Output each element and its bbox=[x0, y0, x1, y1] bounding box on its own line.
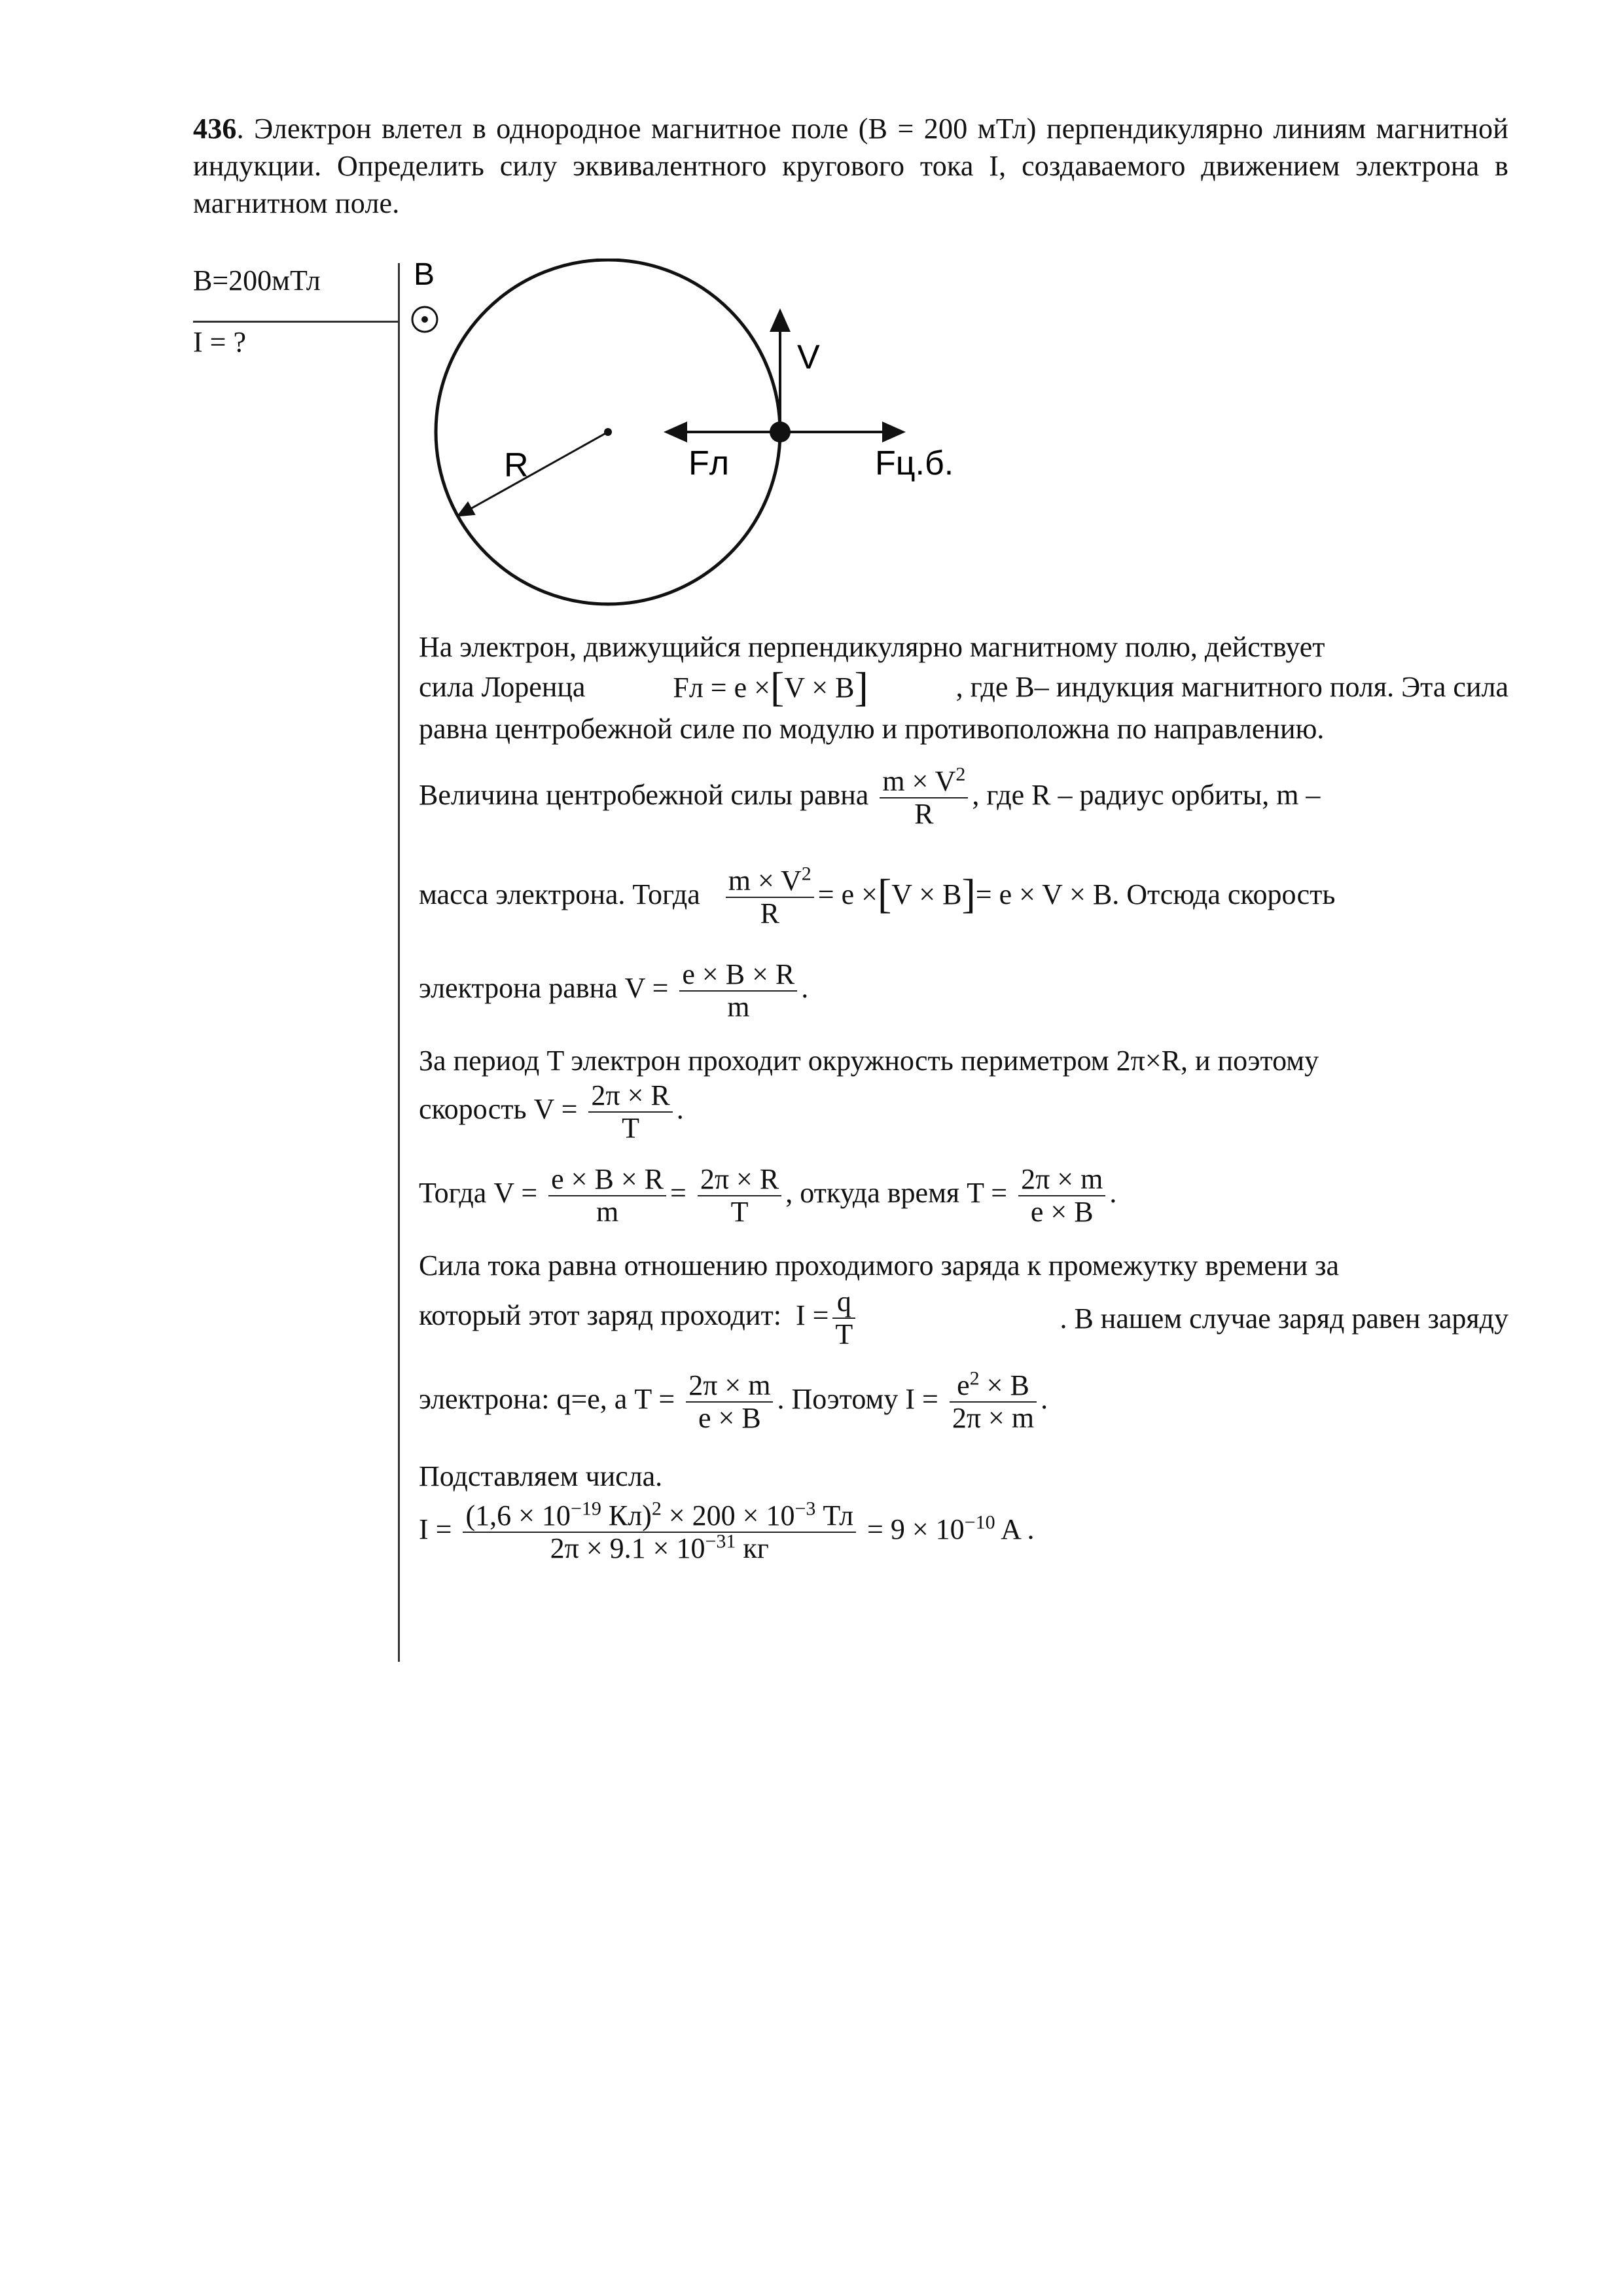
exp: 2 bbox=[801, 863, 812, 885]
text: I = bbox=[905, 1383, 938, 1416]
den: R bbox=[760, 897, 779, 929]
num: 2π × R bbox=[698, 1164, 781, 1196]
text: Подставляем числа. bbox=[419, 1460, 663, 1492]
period-velocity-fraction-2 bbox=[698, 1164, 781, 1228]
current-fraction bbox=[832, 1286, 855, 1350]
num: e × B × R bbox=[679, 959, 797, 992]
den: R bbox=[914, 798, 934, 830]
centrifugal-fraction bbox=[880, 763, 968, 830]
text: V = bbox=[533, 1093, 578, 1126]
num: × 200 × 10 bbox=[661, 1499, 795, 1532]
centrifugal-force-label: Fц.б. bbox=[875, 444, 954, 482]
text: масса электрона. Тогда bbox=[419, 878, 700, 911]
text: Величина центробежной силы равна bbox=[419, 779, 869, 812]
text: скорость bbox=[419, 1093, 527, 1126]
text: = e × bbox=[817, 878, 878, 911]
period-fraction-2 bbox=[686, 1370, 773, 1434]
text: . bbox=[1109, 1177, 1117, 1210]
lorentz-force-label: Fл bbox=[688, 444, 730, 482]
den: кг bbox=[736, 1532, 769, 1564]
text: . Отсюда скорость bbox=[1112, 878, 1336, 911]
solution-line-5 bbox=[419, 865, 1508, 929]
den: e × B bbox=[698, 1402, 761, 1434]
den: 2π × 9.1 × 10 bbox=[550, 1532, 705, 1564]
text: A . bbox=[995, 1513, 1035, 1546]
centrifugal-fraction-2 bbox=[726, 865, 814, 929]
text: V × B bbox=[784, 672, 855, 704]
text: . В нашем случае заряд равен заряду bbox=[1060, 1302, 1508, 1335]
current-result-fraction bbox=[950, 1367, 1037, 1434]
final-calculation bbox=[419, 1500, 1508, 1564]
given-divider bbox=[193, 321, 398, 323]
given-b-value: B=200мТл bbox=[193, 264, 321, 296]
den: T bbox=[835, 1318, 853, 1350]
bracket: ] bbox=[961, 870, 976, 918]
solution-line-13 bbox=[419, 1458, 1508, 1495]
text: T = bbox=[967, 1177, 1008, 1210]
text: . Поэтому bbox=[777, 1383, 899, 1416]
num: q bbox=[832, 1286, 855, 1319]
text-group bbox=[419, 1286, 859, 1350]
solution-divider bbox=[398, 263, 400, 1662]
radius-arrow bbox=[458, 432, 608, 516]
solution-line-6 bbox=[419, 959, 1508, 1023]
den: m bbox=[727, 991, 750, 1023]
solution-line-10 bbox=[419, 1247, 1508, 1284]
text: V × B bbox=[891, 878, 962, 911]
bracket: [ bbox=[877, 870, 892, 918]
den: m bbox=[596, 1196, 619, 1228]
velocity-label: V bbox=[797, 338, 820, 376]
electron-dot bbox=[770, 422, 791, 442]
text: . bbox=[676, 1093, 684, 1126]
text: который этот заряд проходит: bbox=[419, 1299, 781, 1332]
num: 2π × m bbox=[1018, 1164, 1105, 1196]
exp: 2 bbox=[955, 763, 966, 785]
solution-line-4 bbox=[419, 763, 1508, 830]
text: , где R – радиус орбиты, m – bbox=[972, 779, 1321, 812]
text: , откуда время bbox=[785, 1177, 960, 1210]
den: 2π × m bbox=[952, 1402, 1035, 1434]
text: = e × V × B bbox=[975, 878, 1113, 911]
velocity-fraction-2 bbox=[548, 1164, 666, 1228]
exp: 2 bbox=[969, 1367, 980, 1390]
text: V = bbox=[493, 1177, 538, 1210]
text: I = bbox=[419, 1513, 452, 1546]
num: × B bbox=[979, 1369, 1029, 1401]
text: T = bbox=[634, 1383, 675, 1416]
text: Сила тока равна отношению проходимого заряда к промежутку времени за bbox=[419, 1249, 1340, 1282]
find-current: I = ? bbox=[193, 326, 246, 358]
problem-statement bbox=[193, 110, 1508, 222]
text: = bbox=[670, 1177, 687, 1210]
problem-number: 436 bbox=[193, 113, 237, 145]
exp: −19 bbox=[570, 1498, 601, 1520]
solution-line-7 bbox=[419, 1042, 1508, 1079]
field-out-of-page-icon bbox=[412, 307, 437, 332]
text: . bbox=[801, 972, 809, 1005]
solution-line-9 bbox=[419, 1164, 1508, 1228]
text: равна центробежной силе по модулю и противоположна по направлению. bbox=[419, 713, 1325, 745]
num: m × V bbox=[728, 865, 802, 897]
exp: −10 bbox=[964, 1511, 995, 1534]
solution-line-2 bbox=[419, 666, 1508, 709]
text: сила Лоренца bbox=[419, 671, 586, 703]
text: электрона равна bbox=[419, 972, 618, 1005]
text: I = bbox=[795, 1299, 829, 1332]
text: электрона: q=e, а bbox=[419, 1383, 628, 1416]
num: Кл) bbox=[601, 1499, 652, 1532]
text: , где B– индукция магнитного поля. Эта сила bbox=[955, 671, 1508, 703]
solution-line-1 bbox=[419, 628, 1508, 666]
lorentz-formula bbox=[673, 666, 868, 709]
den: T bbox=[730, 1196, 749, 1228]
bracket: ] bbox=[854, 664, 868, 710]
text: За период T электрон проходит окружность периметром 2π×R, и поэтому bbox=[419, 1045, 1319, 1077]
radius-label: R bbox=[504, 446, 529, 484]
den: T bbox=[622, 1112, 640, 1144]
solution-line-11 bbox=[419, 1286, 1508, 1350]
electron-orbit-figure bbox=[406, 259, 995, 625]
num: 2π × m bbox=[686, 1370, 773, 1403]
num: e × B × R bbox=[548, 1164, 666, 1196]
solution-line-12 bbox=[419, 1367, 1508, 1434]
period-fraction bbox=[1018, 1164, 1105, 1228]
velocity-fraction bbox=[679, 959, 797, 1023]
text: . bbox=[1041, 1383, 1048, 1416]
num: m × V bbox=[882, 765, 956, 797]
text: V = bbox=[624, 972, 669, 1005]
num: (1,6 × 10 bbox=[465, 1499, 571, 1532]
final-fraction bbox=[463, 1500, 856, 1564]
den: e × B bbox=[1030, 1196, 1094, 1228]
field-label: B bbox=[414, 259, 435, 292]
exp: −31 bbox=[705, 1530, 736, 1552]
num: 2π × R bbox=[588, 1080, 672, 1113]
problem-text: . Электрон влетел в однородное магнитное поле (B = 200 мТл) перпендикулярно линиям магнитной индукции. Определить силу эквивалентного кругового тока I, создаваемого движением электрона в магнитном поле. bbox=[193, 113, 1508, 219]
num: e bbox=[957, 1369, 970, 1401]
solution-line-8 bbox=[419, 1080, 1508, 1144]
exp: −3 bbox=[794, 1498, 816, 1520]
exp: 2 bbox=[651, 1498, 662, 1520]
num: Тл bbox=[815, 1499, 854, 1532]
solution-line-3 bbox=[419, 710, 1508, 747]
text: На электрон, движущийся перпендикулярно магнитному полю, действует bbox=[419, 631, 1325, 663]
bracket: [ bbox=[770, 664, 785, 710]
text: Тогда bbox=[419, 1177, 487, 1210]
period-velocity-fraction bbox=[588, 1080, 672, 1144]
text: Fл = e × bbox=[673, 672, 770, 704]
text: = 9 × 10 bbox=[867, 1513, 965, 1546]
